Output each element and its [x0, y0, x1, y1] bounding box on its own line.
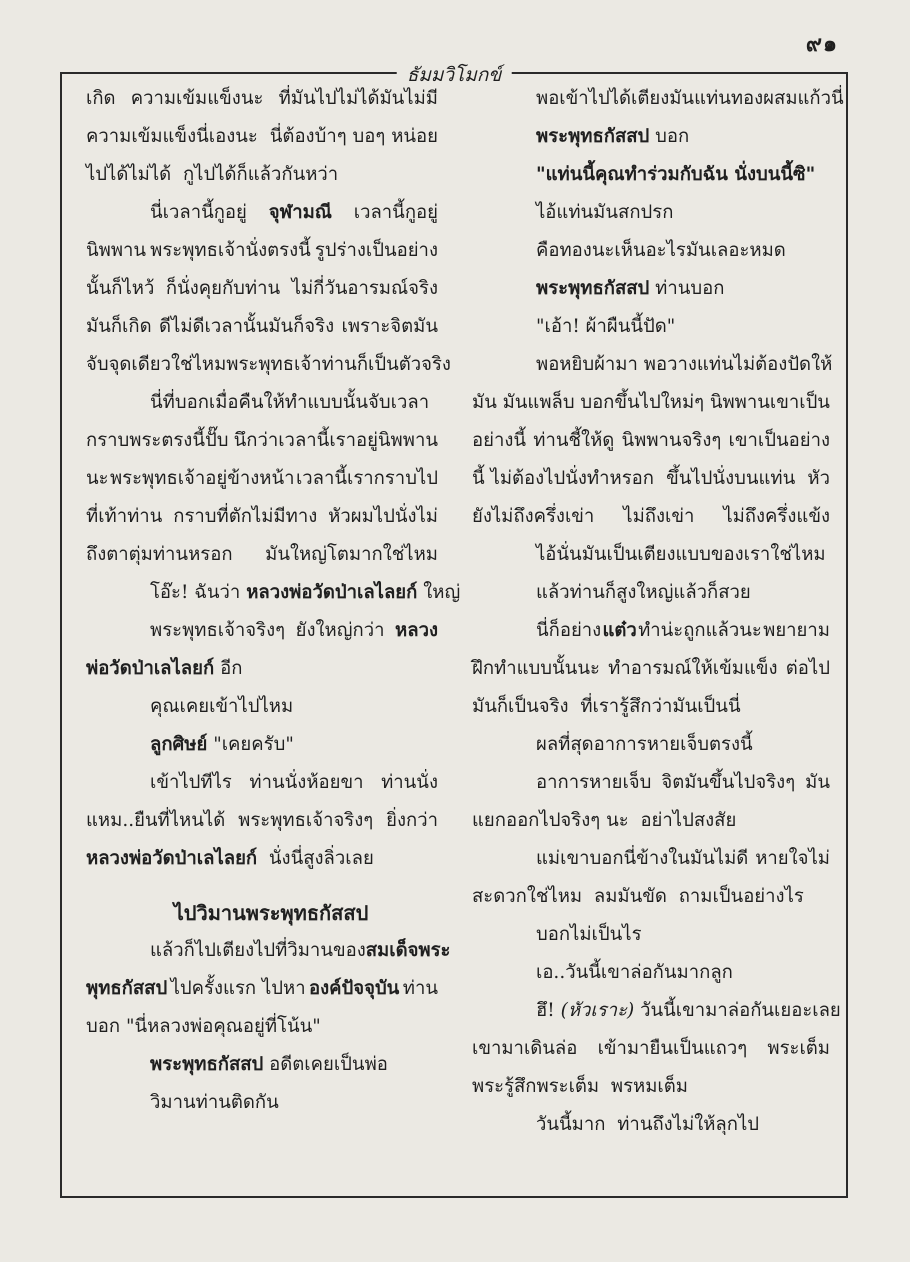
text-line: ฝึกทำแบบนั้นนะ ทำอารมณ์ให้เข้มแข็ง ต่อไป — [472, 658, 830, 679]
text-line: บอกไม่เป็นไร — [536, 924, 642, 945]
text-line: ไอ้แท่นมันสกปรก — [536, 202, 674, 223]
text-line: เกิด ความเข้มแข็งนะ ที่มันไปไม่ได้มันไม่มี — [86, 88, 438, 109]
text-line: พระพุทธกัสสป ท่านบอก — [536, 278, 725, 299]
text-line: ไปได้ไม่ได้ กูไปได้ก็แล้วกันหว่า — [86, 164, 339, 185]
page-frame — [60, 64, 848, 1198]
text-line: แล้วก็ไปเตียงไปที่วิมานของสมเด็จพระ — [150, 940, 451, 961]
section-heading: ไปวิมานพระพุทธกัสสป — [173, 901, 369, 925]
text-line: นี่ก็อย่าง แต๋ว ทำน่ะถูกแล้วนะ พยายาม — [536, 620, 830, 641]
text-line: โอ๊ะ! ฉันว่า หลวงพ่อวัดป่าเลไลยก์ ใหญ่ — [150, 582, 461, 603]
text-line: แล้วท่านก็สูงใหญ่แล้วก็สวย — [536, 582, 751, 603]
text-line: ถึงตาตุ่มท่านหรอก มันใหญ่โตมากใช่ไหม — [86, 544, 438, 565]
text-line: อาการหายเจ็บ จิตมันขึ้นไปจริงๆ มัน — [536, 772, 830, 793]
text-line: "แท่นนี้คุณทำร่วมกับฉัน นั่งบนนี้ซิ" — [536, 164, 816, 185]
text-line: มัน มันแพล็บ บอกขึ้นไปใหม่ๆ นิพพานเขาเป็น — [472, 392, 830, 413]
text-line: มันก็เกิด ดีไม่ดีเวลานั้นมันก็จริง เพราะจิตมัน — [86, 316, 438, 337]
text-line: ยังไม่ถึงครึ่งเข่า ไม่ถึงเข่า ไม่ถึงครึ่งแข้ง — [472, 506, 830, 527]
text-line: ลูกศิษย์ "เคยครับ" — [150, 734, 294, 755]
text-line: แม่เขาบอกนี่ข้างในมันไม่ดี หายใจไม่ — [536, 848, 830, 869]
text-line: อย่างนี้ ท่านชี้ให้ดู นิพพานจริงๆ เขาเป็นอย่าง — [472, 430, 830, 451]
text-line: "เอ้า! ผ้าผืนนี้ปัด" — [536, 316, 676, 337]
text-line: เข้าไปทีไร ท่านนั่งห้อยขา ท่านนั่ง — [150, 772, 438, 793]
text-line: กราบพระตรงนี้ปั๊บ นึกว่าเวลานี้เราอยู่นิพพาน — [86, 430, 438, 451]
left-column — [86, 80, 461, 1122]
text-line: พระพุทธกัสสป อดีตเคยเป็นพ่อ — [150, 1054, 388, 1075]
text-line: หลวงพ่อวัดป่าเลไลยก์ นั่งนี่สูงลิ่วเลย — [86, 848, 374, 869]
text-line: สะดวกใช่ไหม ลมมันขัด ถามเป็นอย่างไร — [472, 886, 804, 907]
text-line: คุณเคยเข้าไปไหม — [150, 696, 294, 717]
text-line: พระพุทธเจ้าจริงๆ ยังใหญ่กว่า หลวง — [150, 620, 438, 641]
text-line: พอหยิบผ้ามา พอวางแท่นไม่ต้องปัดให้ — [536, 354, 833, 375]
right-column — [472, 80, 844, 1144]
text-line: พระพุทธกัสสป บอก — [536, 126, 690, 147]
text-line: ไอ้นั่นมันเป็นเตียงแบบของเราใช่ไหม — [536, 544, 826, 565]
text-line: นั้นก็ไหว้ ก็นั่งคุยกับท่าน ไม่กี่วันอารมณ์จริง — [86, 278, 438, 299]
text-line: ความเข้มแข็งนี่เองนะ นี่ต้องบ้าๆ บอๆ หน่อย — [86, 126, 438, 147]
text-line: แหม..ยืนที่ไหนได้ พระพุทธเจ้าจริงๆ ยิ่งกว่า — [86, 810, 438, 831]
text-line: พอเข้าไปได้เตียงมันแท่นทองผสมแก้วนี่ — [536, 88, 844, 109]
running-header: ธัมมวิโมกข์ — [397, 60, 512, 90]
text-line: พุทธกัสสป ไปครั้งแรก ไปหา องค์ปัจจุบัน ท่าน — [86, 978, 438, 999]
text-line: วันนี้มาก ท่านถึงไม่ให้ลุกไป — [536, 1114, 760, 1135]
page-number: ๙๑ — [805, 31, 838, 57]
text-line: บอก "นี่หลวงพ่อคุณอยู่ที่โน้น" — [86, 1016, 321, 1037]
text-line: พ่อวัดป่าเลไลยก์ อีก — [86, 658, 243, 679]
text-line: นิพพาน พระพุทธเจ้านั่งตรงนี้ รูปร่างเป็นอย่าง — [86, 240, 438, 261]
text-line: เอ..วันนี้เขาล่อกันมากลูก — [536, 962, 733, 983]
text-line: ที่เท้าท่าน กราบที่ตักไม่มีทาง หัวผมไปนั่งไม่ — [86, 506, 438, 527]
text-line: คือทองนะเห็นอะไรมันเลอะหมด — [536, 240, 786, 261]
text-line: นี้ ไม่ต้องไปนั่งทำหรอก ขึ้นไปนั่งบนแท่น หัว — [472, 468, 830, 489]
text-line: นะ พระพุทธเจ้าอยู่ข้างหน้า เวลานี้เรากราบไป — [86, 468, 438, 489]
text-line: จับจุดเดียวใช่ไหม พระพุทธเจ้าท่านก็เป็นตัวจริง — [86, 354, 451, 375]
text-line: วิมานท่านติดกัน — [150, 1092, 279, 1113]
text-line: นี่ที่บอกเมื่อคืนให้ทำแบบนั้นจับเวลา — [150, 392, 430, 413]
text-line: ผลที่สุดอาการหายเจ็บตรงนี้ — [536, 734, 753, 755]
text-line: มันก็เป็นจริง ที่เรารู้สึกว่ามันเป็นนี่ — [472, 696, 741, 717]
text-line: ฮึ! (หัวเราะ) วันนี้เขามาล่อกันเยอะเลย — [536, 1000, 841, 1021]
text-line: พระรู้สึกพระเต็ม พรหมเต็ม — [472, 1076, 688, 1097]
text-line: แยกออกไปจริงๆ นะ อย่าไปสงสัย — [472, 810, 737, 831]
text-line: นี่เวลานี้กูอยู่ จุฬามณี เวลานี้กูอยู่ — [150, 202, 438, 223]
text-line: เขามาเดินล่อ เข้ามายืนเป็นแถวๆ พระเต็ม — [472, 1038, 830, 1059]
